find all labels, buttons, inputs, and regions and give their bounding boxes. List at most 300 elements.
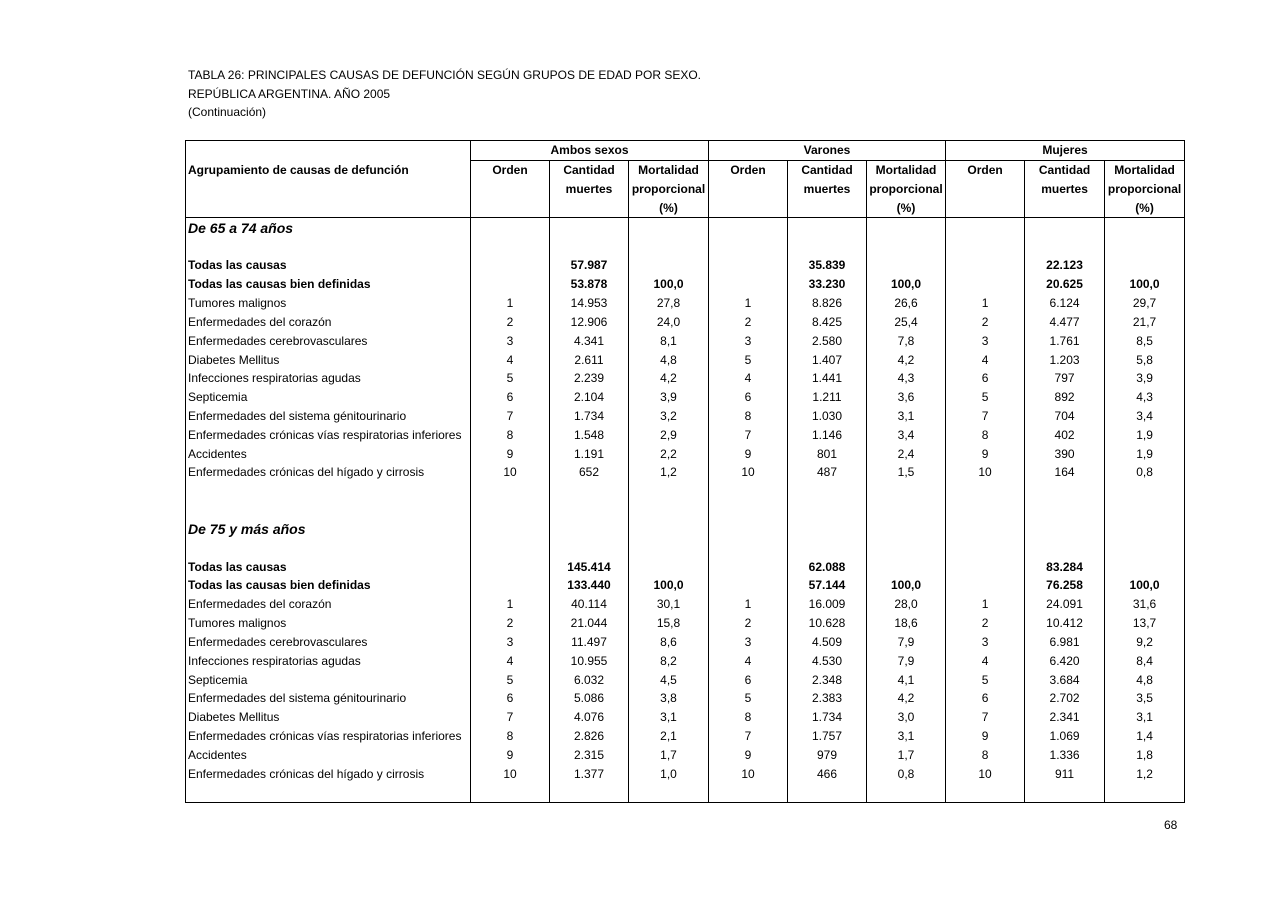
column-header-row-2 [186,180,1185,199]
mortalidad-cell: 8,2 [629,651,709,670]
col-cantidad: Cantidad [1025,160,1105,179]
mortalidad-cell: 4,1 [867,670,946,689]
orden-cell: 9 [709,444,788,463]
table-row [186,764,1185,783]
orden-cell: 6 [946,369,1025,388]
cause-name: Diabetes Mellitus [186,350,471,369]
empty-cell [1105,501,1185,520]
cantidad-cell: 145.414 [550,557,629,576]
empty-cell [471,218,550,237]
orden-cell: 8 [709,708,788,727]
orden-cell: 3 [946,633,1025,652]
orden-cell [471,557,550,576]
table-row [186,651,1185,670]
cantidad-cell: 20.625 [1025,275,1105,294]
empty-cell [788,538,867,557]
empty-cell [629,237,709,256]
cause-name: Infecciones respiratorias agudas [186,369,471,388]
col-cantidad: Cantidad [550,160,629,179]
orden-cell: 10 [471,463,550,482]
col-cantidad-sub: muertes [1025,180,1105,199]
orden-cell: 7 [709,727,788,746]
cantidad-cell: 2.826 [550,727,629,746]
cantidad-cell: 12.906 [550,312,629,331]
cantidad-cell: 466 [788,764,867,783]
empty-cell [471,783,550,802]
mortalidad-cell: 3,8 [629,689,709,708]
orden-cell: 3 [471,331,550,350]
empty-cell [709,783,788,802]
mortalidad-cell: 3,6 [867,388,946,407]
orden-cell: 3 [709,633,788,652]
empty-cell [867,237,946,256]
table-row [186,444,1185,463]
cantidad-cell: 8.425 [788,312,867,331]
orden-cell [471,275,550,294]
orden-cell: 3 [471,633,550,652]
cause-name: Enfermedades crónicas vías respiratorias inferiores [186,727,471,746]
col-mortalidad: Mortalidad [867,160,946,179]
cause-name: Enfermedades crónicas vías respiratorias inferiores [186,425,471,444]
cantidad-cell: 1.407 [788,350,867,369]
orden-cell: 9 [946,444,1025,463]
empty-cell [186,783,471,802]
header-blank-cell [186,141,471,161]
table-row [186,463,1185,482]
mortalidad-cell: 30,1 [629,595,709,614]
mortalidad-cell: 8,5 [1105,331,1185,350]
mortalidad-cell: 100,0 [1105,275,1185,294]
empty-cell [1105,538,1185,557]
column-header-row-1 [186,160,1185,179]
empty-cell [788,520,867,539]
cantidad-cell: 979 [788,746,867,765]
mortalidad-cell: 7,8 [867,331,946,350]
cantidad-cell: 1.146 [788,425,867,444]
empty-cell [1025,218,1105,237]
cantidad-cell: 2.341 [1025,708,1105,727]
empty-cell [788,783,867,802]
mortalidad-cell: 3,9 [629,388,709,407]
cantidad-cell: 14.953 [550,294,629,313]
cantidad-cell: 2.315 [550,746,629,765]
orden-cell: 5 [709,350,788,369]
cantidad-cell: 1.203 [1025,350,1105,369]
col-orden: Orden [709,160,788,179]
orden-cell: 4 [709,651,788,670]
cantidad-cell: 133.440 [550,576,629,595]
spacer-row [186,237,1185,256]
empty-cell [1025,783,1105,802]
empty-cell [709,482,788,501]
orden-cell: 8 [471,425,550,444]
section-header-row [186,520,1185,539]
orden-cell: 2 [946,614,1025,633]
orden-cell: 4 [709,369,788,388]
empty-cell [867,218,946,237]
cantidad-cell: 10.628 [788,614,867,633]
mortalidad-cell [867,557,946,576]
cause-name: Todas las causas bien definidas [186,275,471,294]
empty-cell [788,482,867,501]
empty-cell [471,501,550,520]
orden-cell [471,256,550,275]
table-row [186,369,1185,388]
mortalidad-cell: 13,7 [1105,614,1185,633]
cantidad-cell: 797 [1025,369,1105,388]
cantidad-cell: 892 [1025,388,1105,407]
empty-cell [946,482,1025,501]
cause-name: Enfermedades del sistema génitourinario [186,689,471,708]
cause-name: Accidentes [186,444,471,463]
table-row [186,331,1185,350]
empty-cell [946,538,1025,557]
col-mortalidad-unit: (%) [1105,198,1185,217]
orden-cell [946,256,1025,275]
orden-cell: 2 [709,312,788,331]
cause-name: Infecciones respiratorias agudas [186,651,471,670]
empty-cell [946,237,1025,256]
cause-name: Enfermedades del corazón [186,595,471,614]
cantidad-cell: 8.826 [788,294,867,313]
empty-cell [1105,482,1185,501]
empty-cell [788,501,867,520]
cantidad-cell: 2.348 [788,670,867,689]
empty-cell [629,538,709,557]
empty-cell [550,783,629,802]
totals-row [186,557,1185,576]
mortalidad-cell: 1,8 [1105,746,1185,765]
orden-cell: 10 [709,463,788,482]
mortalidad-cell: 3,1 [1105,708,1185,727]
col-mortalidad-unit: (%) [629,198,709,217]
orden-cell: 7 [471,407,550,426]
cause-name: Septicemia [186,388,471,407]
empty-cell [709,520,788,539]
table-row [186,312,1185,331]
mortalidad-cell: 25,4 [867,312,946,331]
orden-cell: 1 [946,294,1025,313]
empty-cell [709,218,788,237]
cantidad-cell: 1.069 [1025,727,1105,746]
col-cantidad: Cantidad [788,160,867,179]
empty-cell [629,218,709,237]
mortalidad-cell: 100,0 [867,576,946,595]
cantidad-cell: 2.702 [1025,689,1105,708]
orden-cell [709,557,788,576]
mortalidad-cell: 8,6 [629,633,709,652]
orden-cell: 10 [471,764,550,783]
col-orden: Orden [946,160,1025,179]
group-mujeres: Mujeres [946,141,1185,161]
cantidad-cell: 911 [1025,764,1105,783]
empty-cell [946,783,1025,802]
cause-name: Septicemia [186,670,471,689]
col-agrupamiento: Agrupamiento de causas de defunción [186,160,471,179]
cantidad-cell: 6.420 [1025,651,1105,670]
mortalidad-cell: 8,4 [1105,651,1185,670]
orden-cell: 9 [709,746,788,765]
empty-cell [867,520,946,539]
mortalidad-cell: 7,9 [867,651,946,670]
orden-cell: 3 [946,331,1025,350]
cause-name: Todas las causas [186,256,471,275]
empty-cell [867,538,946,557]
cause-name: Accidentes [186,746,471,765]
orden-cell: 9 [471,444,550,463]
mortalidad-cell: 8,1 [629,331,709,350]
table-title: TABLA 26: PRINCIPALES CAUSAS DE DEFUNCIÓN SEGÚN GRUPOS DE EDAD POR SEXO. [188,68,702,82]
cause-name: Enfermedades cerebrovasculares [186,331,471,350]
cantidad-cell: 704 [1025,407,1105,426]
empty-cell [946,520,1025,539]
empty-cell [550,218,629,237]
mortalidad-cell: 3,4 [867,425,946,444]
orden-cell: 1 [946,595,1025,614]
empty-cell [186,237,471,256]
empty-cell [1025,501,1105,520]
cantidad-cell: 4.477 [1025,312,1105,331]
cantidad-cell: 57.987 [550,256,629,275]
empty-cell [1025,482,1105,501]
totals-row [186,576,1185,595]
cantidad-cell: 76.258 [1025,576,1105,595]
empty-cell [709,501,788,520]
mortalidad-cell: 28,0 [867,595,946,614]
empty-cell [709,237,788,256]
orden-cell: 6 [946,689,1025,708]
table-row [186,633,1185,652]
orden-cell: 7 [709,425,788,444]
empty-cell [709,538,788,557]
cantidad-cell: 83.284 [1025,557,1105,576]
orden-cell [946,557,1025,576]
spacer-row [186,501,1185,520]
orden-cell: 8 [946,425,1025,444]
page-number: 68 [1164,818,1178,832]
empty-cell [788,218,867,237]
orden-cell: 2 [946,312,1025,331]
mortalidad-cell: 18,6 [867,614,946,633]
orden-cell: 5 [946,670,1025,689]
cause-name: Enfermedades crónicas del hígado y cirrosis [186,463,471,482]
cantidad-cell: 652 [550,463,629,482]
empty-cell [550,538,629,557]
mortalidad-cell: 3,1 [867,727,946,746]
cantidad-cell: 402 [1025,425,1105,444]
cantidad-cell: 10.412 [1025,614,1105,633]
cantidad-cell: 1.191 [550,444,629,463]
mortalidad-cell: 2,2 [629,444,709,463]
mortalidad-cell: 4,2 [867,350,946,369]
cantidad-cell: 4.341 [550,331,629,350]
cantidad-cell: 801 [788,444,867,463]
orden-cell: 7 [471,708,550,727]
age-group-label: De 65 a 74 años [186,218,471,237]
mortalidad-cell: 26,6 [867,294,946,313]
orden-cell [946,275,1025,294]
cantidad-cell: 62.088 [788,557,867,576]
table-row [186,670,1185,689]
table-subtitle: REPÚBLICA ARGENTINA. AÑO 2005 [188,87,391,101]
orden-cell: 4 [946,651,1025,670]
mortalidad-cell: 3,0 [867,708,946,727]
empty-cell [946,218,1025,237]
empty-cell [1105,783,1185,802]
orden-cell: 7 [946,407,1025,426]
mortalidad-cell: 1,9 [1105,444,1185,463]
empty-cell [471,520,550,539]
col-cantidad-sub: muertes [788,180,867,199]
empty-cell [1025,520,1105,539]
cantidad-cell: 11.497 [550,633,629,652]
mortalidad-cell: 100,0 [629,275,709,294]
mortalidad-cell: 1,0 [629,764,709,783]
mortalidad-cell: 4,3 [867,369,946,388]
empty-cell [946,501,1025,520]
orden-cell: 4 [946,350,1025,369]
orden-cell: 6 [709,388,788,407]
cantidad-cell: 1.030 [788,407,867,426]
empty-cell [867,501,946,520]
mortalidad-cell: 9,2 [1105,633,1185,652]
column-header-row-3 [186,198,1185,217]
empty-cell [629,482,709,501]
cantidad-cell: 487 [788,463,867,482]
orden-cell [946,576,1025,595]
orden-cell: 4 [471,350,550,369]
mortalidad-cell: 1,2 [629,463,709,482]
table-row [186,727,1185,746]
cause-name: Enfermedades cerebrovasculares [186,633,471,652]
col-mortalidad: Mortalidad [629,160,709,179]
table-row [186,388,1185,407]
table-row [186,294,1185,313]
mortalidad-cell: 100,0 [1105,576,1185,595]
mortalidad-cell: 4,8 [629,350,709,369]
mortalidad-cell: 1,5 [867,463,946,482]
cantidad-cell: 4.530 [788,651,867,670]
spacer-row [186,482,1185,501]
mortalidad-cell: 4,5 [629,670,709,689]
cantidad-cell: 33.230 [788,275,867,294]
table-row [186,689,1185,708]
group-varones: Varones [709,141,946,161]
orden-cell: 5 [709,689,788,708]
cantidad-cell: 1.211 [788,388,867,407]
cantidad-cell: 4.509 [788,633,867,652]
spacer-row [186,538,1185,557]
mortalidad-cell: 15,8 [629,614,709,633]
orden-cell: 1 [709,294,788,313]
cantidad-cell: 24.091 [1025,595,1105,614]
cantidad-cell: 2.104 [550,388,629,407]
cantidad-cell: 6.124 [1025,294,1105,313]
cantidad-cell: 2.239 [550,369,629,388]
orden-cell: 10 [946,463,1025,482]
totals-row [186,256,1185,275]
mortalidad-cell: 27,8 [629,294,709,313]
mortalidad-cell: 3,5 [1105,689,1185,708]
cantidad-cell: 10.955 [550,651,629,670]
col-mortalidad: Mortalidad [1105,160,1185,179]
spacer-row [186,783,1185,802]
orden-cell: 6 [709,670,788,689]
cantidad-cell: 35.839 [788,256,867,275]
cantidad-cell: 3.684 [1025,670,1105,689]
orden-cell [709,576,788,595]
mortalidad-cell: 1,7 [867,746,946,765]
cantidad-cell: 1.336 [1025,746,1105,765]
cantidad-cell: 2.580 [788,331,867,350]
cause-name: Todas las causas [186,557,471,576]
mortalidad-cell: 31,6 [1105,595,1185,614]
orden-cell: 3 [709,331,788,350]
empty-cell [471,482,550,501]
mortalidad-cell: 3,4 [1105,407,1185,426]
mortalidad-cell: 2,1 [629,727,709,746]
col-cantidad-sub: muertes [550,180,629,199]
orden-cell: 5 [946,388,1025,407]
cantidad-cell: 1.761 [1025,331,1105,350]
orden-cell: 1 [709,595,788,614]
cause-name: Tumores malignos [186,294,471,313]
mortalidad-cell: 1,9 [1105,425,1185,444]
group-header-row [186,141,1185,161]
empty-cell [186,501,471,520]
totals-row [186,275,1185,294]
mortalidad-cell: 3,2 [629,407,709,426]
orden-cell: 5 [471,670,550,689]
empty-cell [629,520,709,539]
section-header-row [186,218,1185,237]
empty-cell [1105,520,1185,539]
orden-cell: 5 [471,369,550,388]
empty-cell [788,237,867,256]
mortalidad-cell [629,256,709,275]
mortalidad-cell: 29,7 [1105,294,1185,313]
orden-cell: 1 [471,595,550,614]
mortalidad-cell: 3,1 [629,708,709,727]
mortalidad-cell [867,256,946,275]
mortalidad-cell: 4,2 [867,689,946,708]
mortalidad-cell: 1,2 [1105,764,1185,783]
cause-name: Todas las causas bien definidas [186,576,471,595]
orden-cell [709,256,788,275]
cause-name: Diabetes Mellitus [186,708,471,727]
orden-cell: 10 [946,764,1025,783]
cantidad-cell: 1.734 [550,407,629,426]
table-row [186,350,1185,369]
cantidad-cell: 53.878 [550,275,629,294]
mortalidad-cell: 4,3 [1105,388,1185,407]
mortalidad-cell: 100,0 [629,576,709,595]
orden-cell: 2 [471,312,550,331]
col-mortalidad-unit: (%) [867,198,946,217]
table-row [186,746,1185,765]
mortalidad-cell: 2,9 [629,425,709,444]
cantidad-cell: 22.123 [1025,256,1105,275]
mortalidad-cell: 100,0 [867,275,946,294]
empty-cell [550,482,629,501]
mortalidad-cell: 2,4 [867,444,946,463]
orden-cell: 1 [471,294,550,313]
orden-cell: 2 [471,614,550,633]
table-row [186,407,1185,426]
orden-cell: 8 [946,746,1025,765]
mortalidad-cell: 24,0 [629,312,709,331]
cantidad-cell: 57.144 [788,576,867,595]
